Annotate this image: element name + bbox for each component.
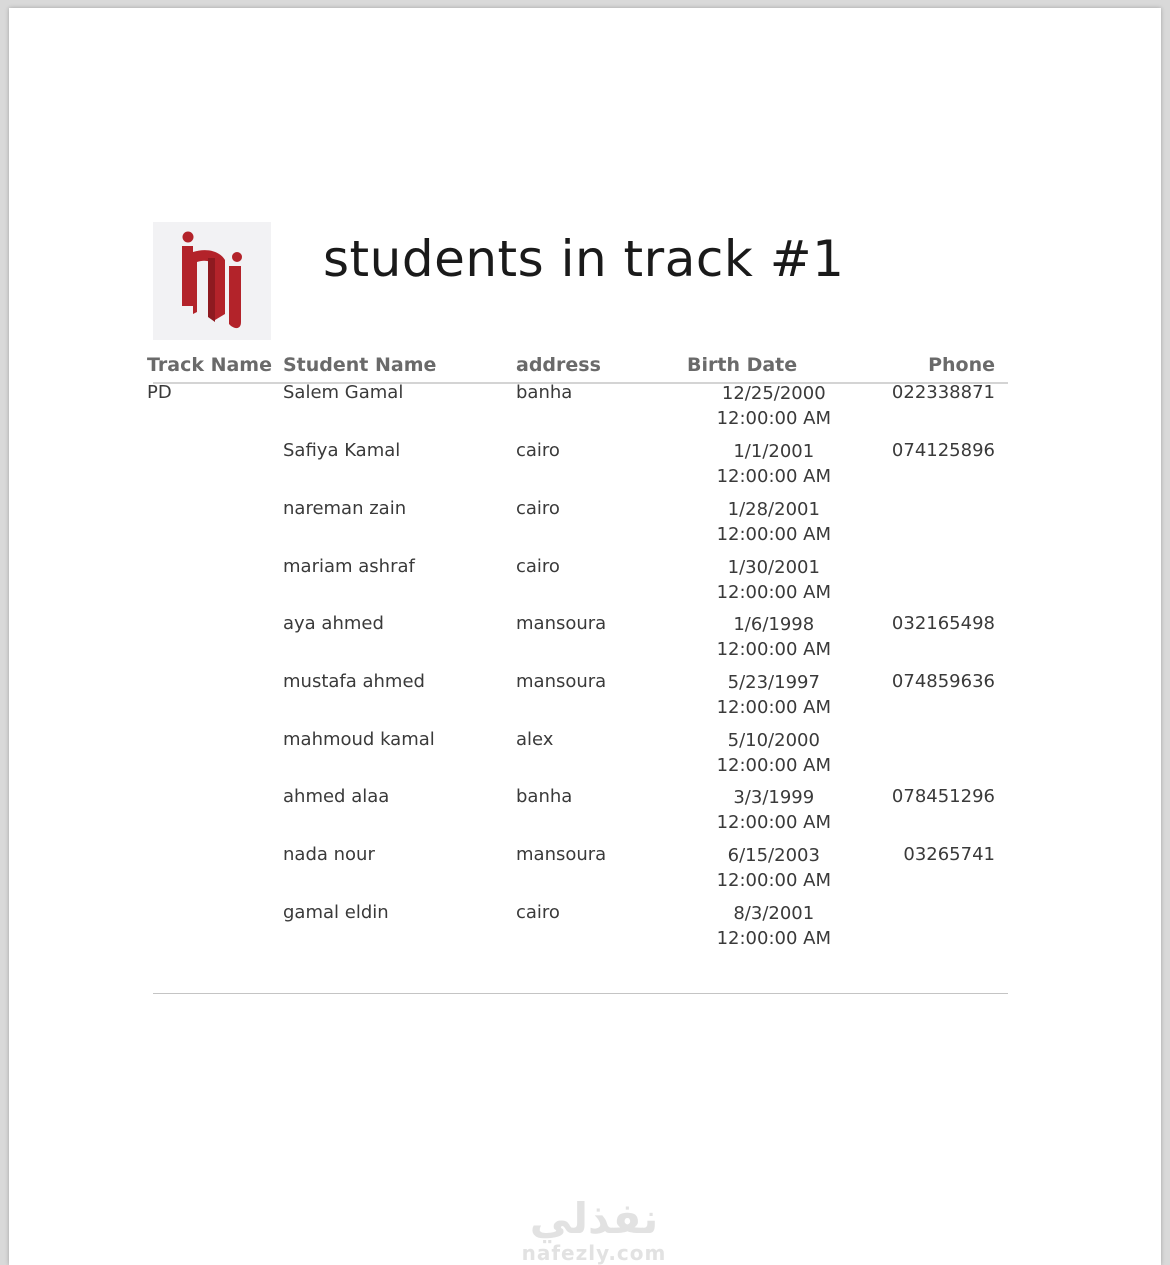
student-name-cell: Salem Gamal — [283, 382, 404, 403]
table-row — [9, 671, 1161, 729]
table-row — [9, 440, 1161, 498]
birth-date-time: 12:00:00 AM — [716, 524, 831, 545]
student-name-cell: aya ahmed — [283, 613, 384, 634]
footer-divider — [153, 993, 1008, 994]
birth-date-day: 3/3/1999 — [733, 787, 815, 808]
header-birth-date: Birth Date — [687, 354, 798, 376]
birth-date-time: 12:00:00 AM — [716, 928, 831, 949]
student-name-cell: nada nour — [283, 844, 375, 865]
birth-date-cell — [717, 497, 831, 547]
birth-date-cell — [717, 785, 831, 835]
address-cell: banha — [516, 382, 573, 403]
birth-date-time: 12:00:00 AM — [716, 466, 831, 487]
table-row — [9, 382, 1161, 440]
student-name-cell: gamal eldin — [283, 902, 389, 923]
track-name-cell: PD — [147, 382, 172, 403]
birth-date-time: 12:00:00 AM — [716, 870, 831, 891]
nafezly-watermark — [514, 1196, 674, 1264]
watermark-url: nafezly.com — [521, 1241, 667, 1265]
birth-date-cell — [717, 555, 831, 605]
iti-logo — [153, 222, 271, 340]
table-row — [9, 498, 1161, 556]
birth-date-day: 1/6/1998 — [733, 614, 815, 635]
birth-date-time: 12:00:00 AM — [716, 812, 831, 833]
birth-date-cell — [717, 901, 831, 951]
phone-cell: 078451296 — [891, 786, 995, 807]
address-cell: mansoura — [516, 613, 607, 634]
student-name-cell: mahmoud kamal — [283, 729, 435, 750]
watermark-arabic-text: نفذلي — [529, 1194, 659, 1243]
header-student-name: Student Name — [283, 354, 437, 376]
birth-date-cell — [717, 612, 831, 662]
birth-date-time: 12:00:00 AM — [716, 582, 831, 603]
student-name-cell: nareman zain — [283, 498, 407, 519]
birth-date-cell — [717, 670, 831, 720]
birth-date-day: 1/30/2001 — [727, 557, 820, 578]
student-name-cell: Safiya Kamal — [283, 440, 401, 461]
birth-date-cell — [717, 439, 831, 489]
table-row — [9, 556, 1161, 614]
phone-cell: 03265741 — [903, 844, 995, 865]
iti-logo-icon — [153, 222, 271, 340]
table-row — [9, 613, 1161, 671]
birth-date-day: 12/25/2000 — [721, 383, 826, 404]
report-page — [9, 8, 1161, 1265]
table-row — [9, 844, 1161, 902]
birth-date-day: 8/3/2001 — [733, 903, 815, 924]
address-cell: banha — [516, 786, 573, 807]
address-cell: cairo — [516, 902, 560, 923]
header-address: address — [516, 354, 601, 376]
header-phone: Phone — [928, 354, 995, 376]
phone-cell: 032165498 — [891, 613, 995, 634]
address-cell: cairo — [516, 556, 560, 577]
student-name-cell: mariam ashraf — [283, 556, 415, 577]
birth-date-time: 12:00:00 AM — [716, 639, 831, 660]
birth-date-cell — [717, 728, 831, 778]
address-cell: alex — [516, 729, 554, 750]
address-cell: cairo — [516, 440, 560, 461]
phone-cell: 022338871 — [891, 382, 995, 403]
table-row — [9, 902, 1161, 960]
phone-cell: 074125896 — [891, 440, 995, 461]
birth-date-day: 6/15/2003 — [727, 845, 820, 866]
student-name-cell: mustafa ahmed — [283, 671, 425, 692]
header-track-name: Track Name — [147, 354, 272, 376]
birth-date-cell — [717, 843, 831, 893]
address-cell: cairo — [516, 498, 560, 519]
report-title: students in track #1 — [323, 230, 845, 288]
birth-date-time: 12:00:00 AM — [716, 697, 831, 718]
birth-date-cell — [717, 381, 831, 431]
student-name-cell: ahmed alaa — [283, 786, 390, 807]
address-cell: mansoura — [516, 671, 607, 692]
birth-date-day: 1/28/2001 — [727, 499, 820, 520]
birth-date-time: 12:00:00 AM — [716, 755, 831, 776]
table-row — [9, 786, 1161, 844]
birth-date-day: 5/10/2000 — [727, 730, 820, 751]
birth-date-day: 1/1/2001 — [733, 441, 815, 462]
phone-cell: 074859636 — [891, 671, 995, 692]
birth-date-day: 5/23/1997 — [727, 672, 820, 693]
address-cell: mansoura — [516, 844, 607, 865]
birth-date-time: 12:00:00 AM — [716, 408, 831, 429]
table-row — [9, 729, 1161, 787]
